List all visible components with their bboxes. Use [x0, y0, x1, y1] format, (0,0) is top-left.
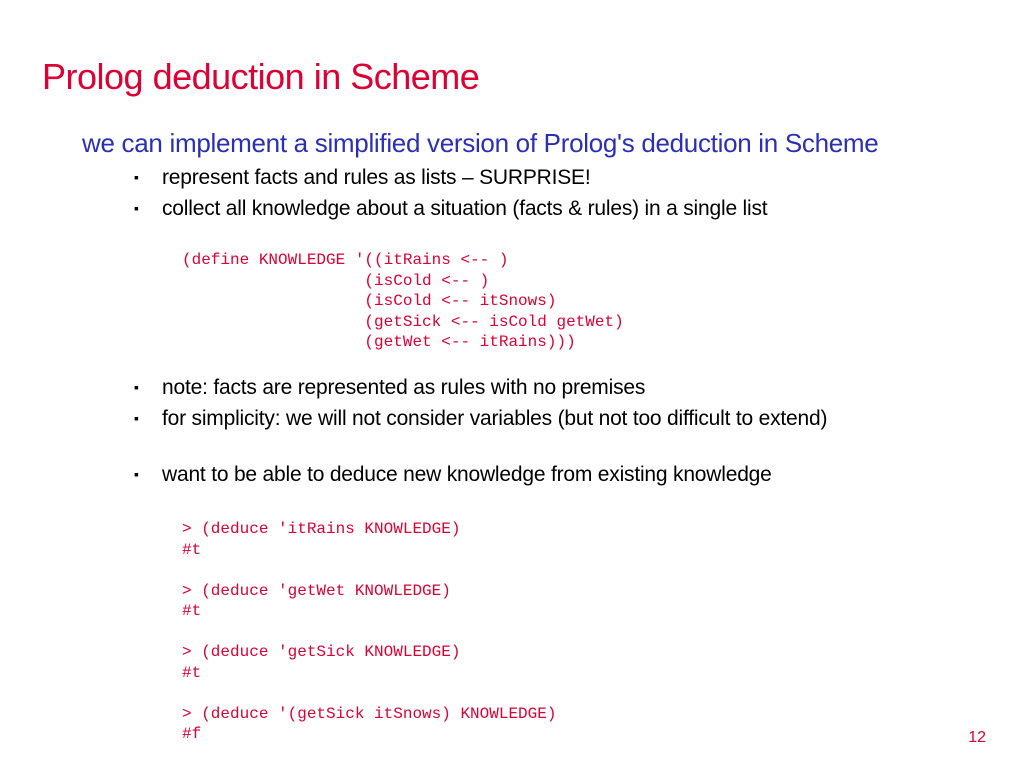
bullet-list-representation: [134, 162, 767, 224]
knowledge-definition-code: (define KNOWLEDGE '((itRains <-- ) (isCold <-- ) (isCold <-- itSnows) (getSick <-- isCold getWet) (getWet <-- itRains))): [182, 251, 624, 351]
square-bullet-icon: ▪: [134, 200, 139, 216]
page-number: 12: [968, 729, 986, 746]
bullet-item: [134, 403, 827, 434]
square-bullet-icon: ▪: [134, 410, 139, 426]
bullet-list-goal: [134, 459, 772, 490]
bullet-text: represent facts and rules as lists – SURPRISE!: [162, 166, 591, 189]
square-bullet-icon: ▪: [134, 379, 139, 395]
square-bullet-icon: ▪: [134, 466, 139, 482]
bullet-text: note: facts are represented as rules with no premises: [162, 376, 646, 399]
deduce-repl-examples-code: > (deduce 'itRains KNOWLEDGE) #t > (deduce 'getWet KNOWLEDGE) #t > (deduce 'getSick KNOWLEDGE) #t > (deduce '(getSick itSnows) KNOWLEDGE) #f: [182, 520, 557, 743]
lead-statement: we can implement a simplified version of Prolog's deduction in Scheme: [82, 128, 879, 158]
bullet-item: [134, 193, 767, 224]
bullet-text: collect all knowledge about a situation (facts & rules) in a single list: [162, 197, 768, 220]
square-bullet-icon: ▪: [134, 169, 139, 185]
bullet-item: [134, 162, 767, 193]
slide-title: Prolog deduction in Scheme: [42, 56, 480, 97]
bullet-item: [134, 459, 772, 490]
bullet-item: [134, 372, 827, 403]
bullet-text: for simplicity: we will not consider variables (but not too difficult to extend): [162, 407, 828, 430]
bullet-list-notes: [134, 372, 827, 434]
bullet-text: want to be able to deduce new knowledge from existing knowledge: [162, 463, 772, 486]
